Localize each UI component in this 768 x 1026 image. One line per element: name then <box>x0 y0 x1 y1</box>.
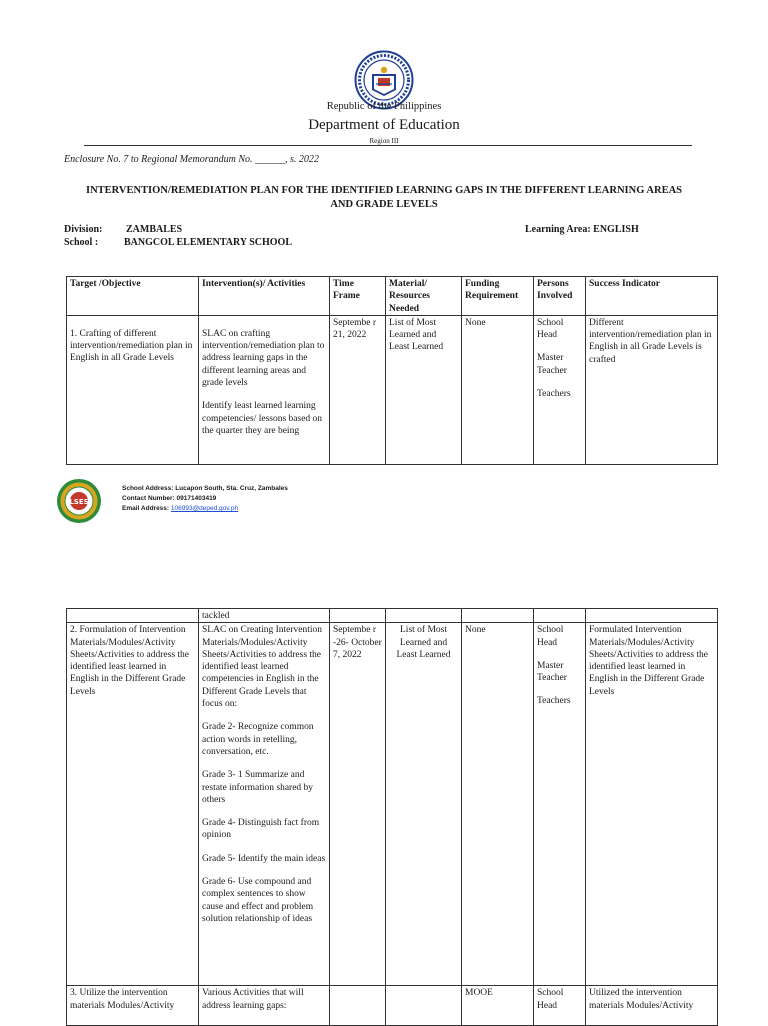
school-label: School : <box>64 237 99 248</box>
continuation-text: tackled <box>199 609 330 623</box>
row2-activity-p3: Grade 3- 1 Summarize and restate information shared by others <box>202 770 314 805</box>
row2-person-1: School Head <box>537 625 564 648</box>
row1-activity-p2: Identify least learned learning competencies/ lessons based on the quarter they are being <box>202 401 323 436</box>
department-title: Department of Education <box>308 117 460 133</box>
row2-activity-p6: Grade 6- Use compound and complex sentences to show cause and effect and problem solution relationship of ideas <box>202 877 314 924</box>
row2-person-2: Master Teacher <box>537 660 567 684</box>
table-row <box>67 609 718 623</box>
row1-material: List of Most Learned and Least Learned <box>386 315 462 464</box>
row1-activity-p1: SLAC on crafting intervention/remediation plan to address learning gaps in the different learning areas and grade levels <box>202 328 325 389</box>
row1-person-2: Master Teacher <box>537 353 567 376</box>
row2-activity-p4: Grade 4- Distinguish fact from opinion <box>202 818 320 841</box>
title-line-2: AND GRADE LEVELS <box>330 199 438 210</box>
row1-person-1: School Head <box>537 317 564 341</box>
row2-material: List of Most Learned and Least Learned <box>386 623 462 986</box>
header-time-frame: Time Frame <box>330 277 386 316</box>
table-row <box>67 623 718 986</box>
header-interventions: Intervention(s)/ Activities <box>199 277 330 316</box>
header-materials: Material/ Resources Needed <box>386 277 462 316</box>
learning-area: Learning Area: ENGLISH <box>525 224 639 235</box>
row2-activity-p2: Grade 2- Recognize common action words in retelling, conversation, etc. <box>202 722 314 757</box>
table-header-row <box>67 277 718 316</box>
row1-funding: None <box>462 315 534 464</box>
school-seal-logo <box>56 478 102 524</box>
row2-funding: None <box>462 623 534 986</box>
footer-contact: Contact Number: 09171403419 <box>122 495 217 502</box>
email-link[interactable]: 106993@deped.gov.ph <box>170 505 239 512</box>
row2-target: 2. Formulation of Intervention Materials/Modules/Activity Sheets/Activities to address the identified least learned in English in the Different Grade Levels <box>67 623 199 986</box>
row3-funding: MOOE <box>462 986 534 1026</box>
row1-time: Septembe r 21, 2022 <box>330 315 386 464</box>
row3-persons: School Head <box>534 986 586 1026</box>
row2-activities <box>199 623 330 986</box>
header-divider <box>84 145 692 146</box>
table-row <box>67 315 718 464</box>
row1-activities <box>199 315 330 464</box>
header-funding: Funding Requirement <box>462 277 534 316</box>
header-success-indicator: Success Indicator <box>586 277 718 316</box>
division-label: Division: <box>64 224 103 235</box>
row3-indicator: Utilized the intervention materials Modules/Activity <box>586 986 718 1026</box>
row3-target: 3. Utilize the intervention materials Modules/Activity <box>67 986 199 1026</box>
row2-person-3: Teachers <box>537 696 571 707</box>
title-line-1: INTERVENTION/REMEDIATION PLAN FOR THE IDENTIFIED LEARNING GAPS IN THE DIFFERENT LEARNING AREAS <box>86 185 682 196</box>
region-text: Region III <box>369 137 399 145</box>
school-value: BANGCOL ELEMENTARY SCHOOL <box>124 237 293 248</box>
row2-activity-p1: SLAC on Creating Intervention Materials/Modules/Activity Sheets/Activities to address the identified least learned competencies in English in the Different Grade Levels that focus on: <box>202 625 323 710</box>
division-value: ZAMBALES <box>126 224 183 235</box>
row1-person-3: Teachers <box>537 389 571 400</box>
footer-address: School Address: Lucapon South, Sta. Cruz, Zambales <box>122 485 288 492</box>
row1-indicator: Different intervention/remediation plan in English in all Grade Levels is crafted <box>586 315 718 464</box>
plan-table-page1 <box>66 276 718 465</box>
republic-text: Republic of the Philippines <box>326 101 442 112</box>
row2-indicator: Formulated Intervention Materials/Modules/Activity Sheets/Activities to address the identified least learned in English in the Different Grade Levels <box>586 623 718 986</box>
page-title <box>64 184 704 212</box>
plan-table-page2 <box>66 608 718 1026</box>
row3-material <box>386 986 462 1026</box>
header-target: Target /Objective <box>67 277 199 316</box>
email-label: Email Address: <box>122 505 171 512</box>
footer-email-line <box>122 504 238 514</box>
row3-time <box>330 986 386 1026</box>
school-seal-text: LSES <box>69 498 89 506</box>
table-row <box>67 986 718 1026</box>
row1-target: 1. Crafting of different intervention/remediation plan in English in all Grade Levels <box>67 315 199 464</box>
row2-time: Septembe r -26- October 7, 2022 <box>330 623 386 986</box>
header-persons: Persons Involved <box>534 277 586 316</box>
row3-activity: Various Activities that will address learning gaps: <box>199 986 330 1026</box>
row2-activity-p5: Grade 5- Identify the main ideas <box>202 853 326 864</box>
row1-persons <box>534 315 586 464</box>
enclosure-text: Enclosure No. 7 to Regional Memorandum No. ______, s. 2022 <box>64 154 319 165</box>
row2-persons <box>534 623 586 986</box>
